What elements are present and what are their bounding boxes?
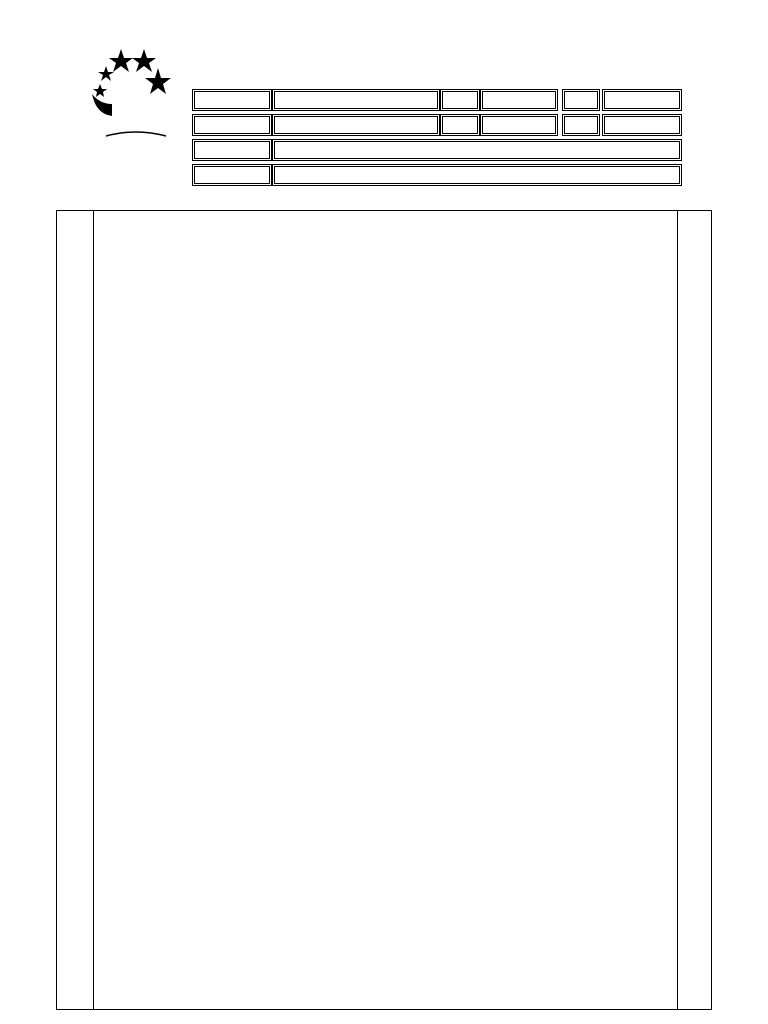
question-table (56, 210, 712, 1010)
testtype-label (192, 139, 272, 161)
name-field[interactable] (272, 89, 440, 111)
tcod-label (562, 114, 600, 136)
roll-field[interactable] (480, 89, 558, 111)
tcod-value (602, 114, 682, 136)
subject-value (272, 114, 440, 136)
class-value (602, 89, 682, 111)
date-label (440, 114, 480, 136)
date-field[interactable] (480, 114, 558, 136)
class-label (562, 89, 600, 111)
academy-logo (86, 44, 186, 154)
syllabus-value (272, 164, 682, 186)
testtype-value (272, 139, 682, 161)
syllabus-label (192, 164, 272, 186)
subject-label (192, 114, 272, 136)
roll-label (440, 89, 480, 111)
name-label (192, 89, 272, 111)
